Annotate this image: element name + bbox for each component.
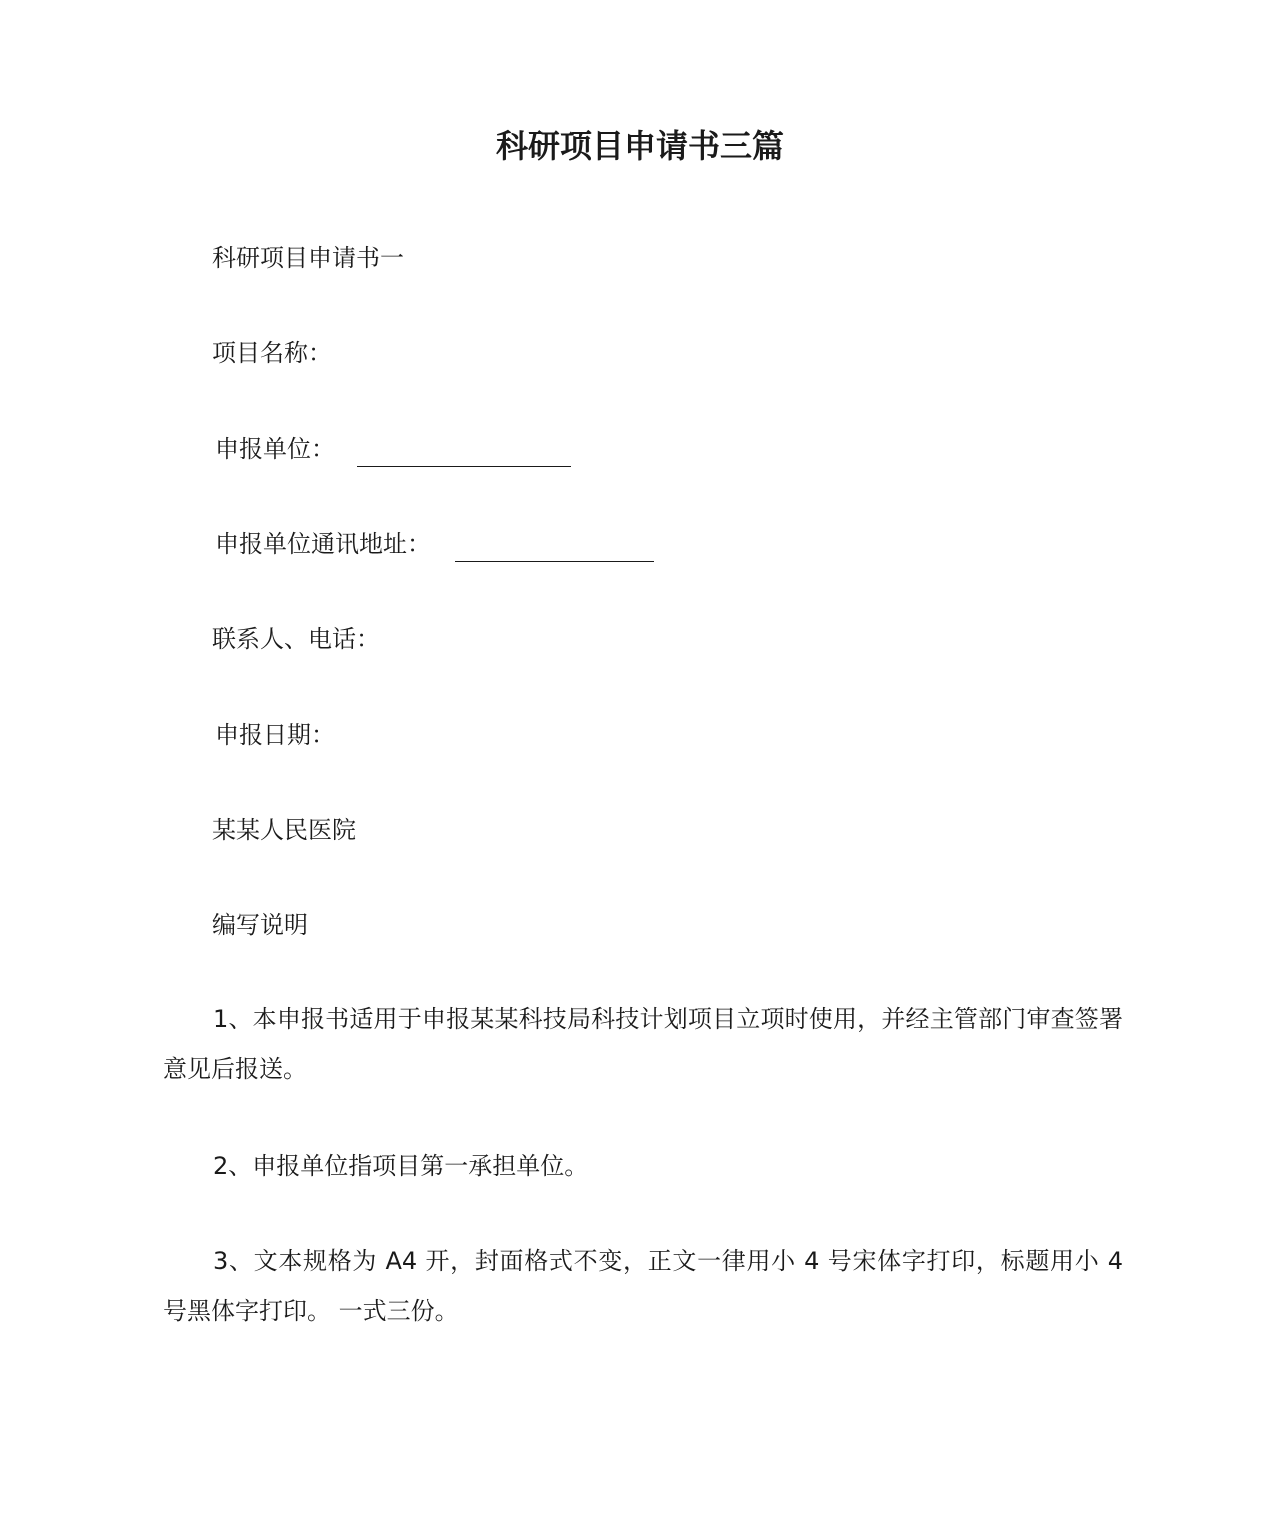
address-label: 申报单位通讯地址： [215,530,431,558]
unit-label: 申报单位： [215,435,335,463]
instruction-item-2: 2、申报单位指项目第一承担单位。 [213,1152,589,1180]
unit-blank-line [357,438,571,467]
instructions-heading: 编写说明 [212,911,308,939]
section-title: 科研项目申请书一 [212,244,404,272]
instruction-item-3: 3、文本规格为 A4 开，封面格式不变，正文一律用小 4 号宋体字打印，标题用小 4 号黑体字打印。 一式三份。 [163,1247,1123,1325]
document-title: 科研项目申请书三篇 [495,127,784,165]
project-name-label: 项目名称： [212,339,332,367]
contact-label: 联系人、电话： [212,625,380,653]
address-field [215,526,654,562]
address-blank-line [455,533,654,562]
date-label: 申报日期： [215,721,335,749]
unit-field [215,431,571,467]
instruction-item-1: 1、本申报书适用于申报某某科技局科技计划项目立项时使用，并经主管部门审查签署意见后报送。 [163,1005,1123,1083]
organization-name: 某某人民医院 [212,816,356,844]
